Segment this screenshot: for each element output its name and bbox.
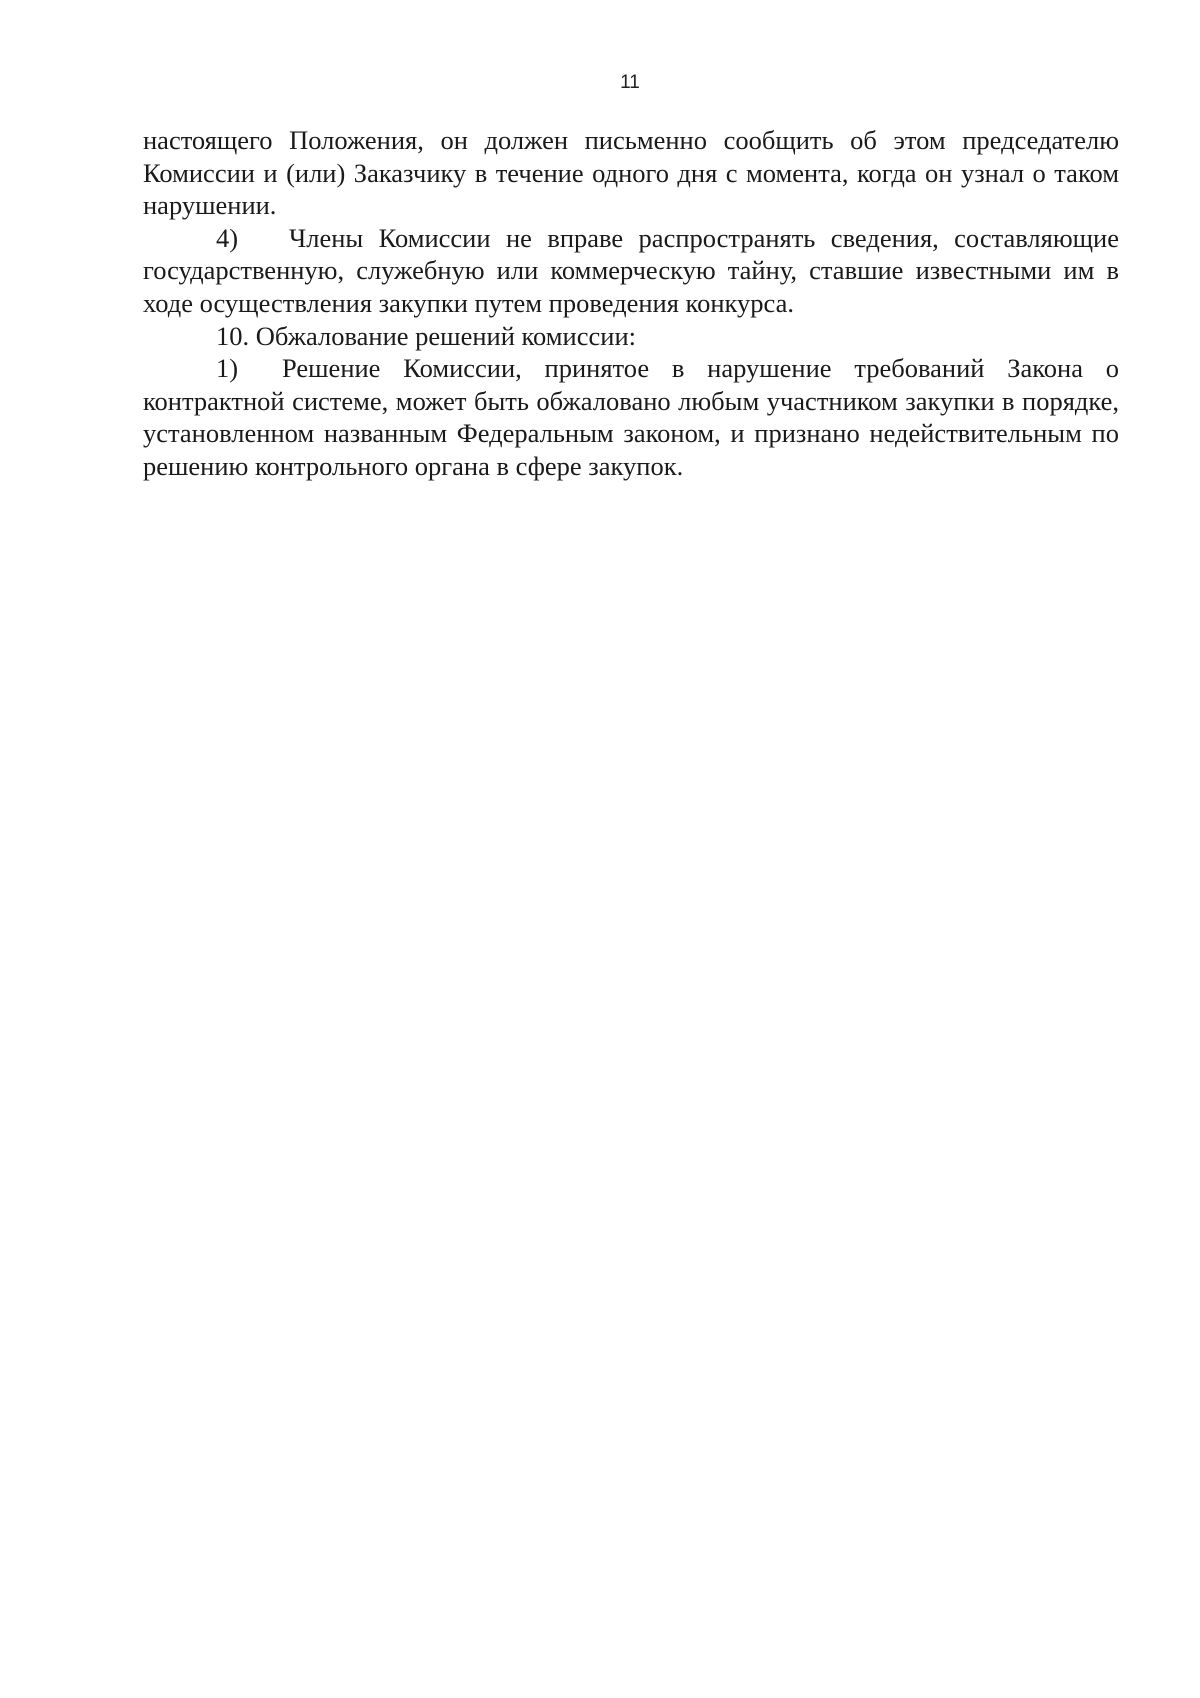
document-body [143, 124, 1119, 483]
item-number: 4) [216, 222, 239, 253]
item-number: 1) [216, 353, 239, 384]
paragraph-item-1 [143, 352, 1119, 482]
section-heading: 10. Обжалование решений комиссии: [216, 320, 636, 351]
page-number: 11 [620, 72, 640, 93]
paragraph-text: Члены Комиссии не вправе распространять сведения, составляющие государственную, служебную или коммерческую тайну, ставшие известными им в ходе осуществления закупки путем проведения конкурса. [143, 222, 1119, 318]
paragraph-text: Решение Комиссии, принятое в нарушение требований Закона о контрактной системе, может быть обжаловано любым участником закупки в порядке, установленном названным Федеральным законом, и признано недействительным по решению контрольного органа в сфере закупок. [143, 353, 1119, 481]
paragraph-item-4 [143, 222, 1119, 320]
paragraph-continuation: настоящего Положения, он должен письменно сообщить об этом председателю Комиссии и (или) Заказчику в течение одного дня с момента, когда он узнал о таком нарушении. [143, 125, 1119, 221]
